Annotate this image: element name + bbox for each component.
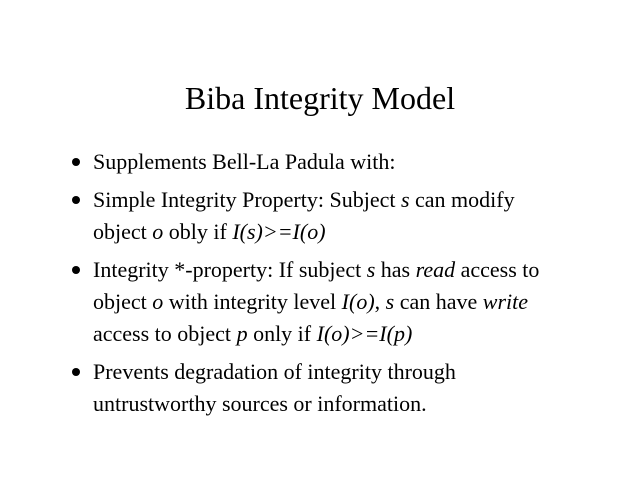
bullet-text: can modify object (93, 187, 515, 244)
bullet-text: Simple Integrity Property: Subject (93, 187, 401, 212)
bullet-text: o (152, 219, 164, 244)
bullet-text: Integrity *-property: If subject (93, 257, 367, 282)
bullet-dot-icon (72, 196, 80, 204)
bullet-text: s (385, 289, 395, 314)
bullet-item (72, 254, 572, 350)
bullet-text: can have (394, 289, 483, 314)
bullet-text: p (236, 321, 248, 346)
bullet-text: , (374, 289, 386, 314)
bullet-item (72, 146, 572, 178)
bullet-text: access to object (93, 257, 540, 314)
bullet-dot-icon (72, 368, 80, 376)
bullet-item (72, 184, 572, 248)
bullet-list (72, 146, 572, 426)
bullet-text: has (375, 257, 416, 282)
slide-title: Biba Integrity Model (184, 80, 456, 116)
bullet-text: read (415, 257, 456, 282)
bullet-text: I(o)>=I(p) (316, 321, 413, 346)
bullet-text: Prevents degradation of integrity through untrustworthy sources or information. (93, 359, 456, 416)
bullet-text: write (482, 289, 529, 314)
bullet-text: o (152, 289, 164, 314)
bullet-text: I(s)>=I(o) (232, 219, 326, 244)
bullet-dot-icon (72, 158, 80, 166)
bullet-text: s (400, 187, 410, 212)
bullet-text: s (366, 257, 376, 282)
bullet-text: Supplements Bell-La Padula with: (93, 149, 396, 174)
bullet-dot-icon (72, 266, 80, 274)
bullet-text: only if (247, 321, 317, 346)
bullet-text: I(o) (341, 289, 375, 314)
bullet-item (72, 356, 572, 420)
bullet-text: obly if (163, 219, 233, 244)
bullet-text: with integrity level (163, 289, 342, 314)
bullet-text: access to object (93, 321, 237, 346)
